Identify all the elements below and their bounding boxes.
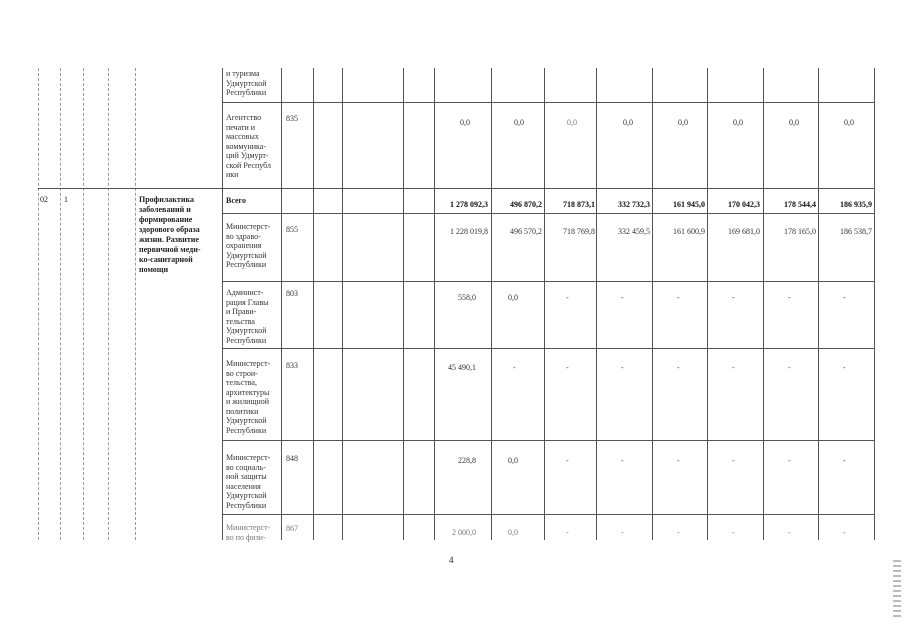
admin-row-value: - (788, 293, 791, 302)
sport-row-code: 867 (286, 524, 298, 533)
agency-line: архитектуры (226, 387, 270, 397)
sport-row-value: - (566, 528, 569, 537)
agency-line: ики (226, 170, 239, 179)
construction-row-value: 45 490,1 (448, 363, 476, 372)
program-col1: 02 (40, 195, 48, 204)
agency-line: Админист- (226, 288, 264, 297)
total-row-value: 178 544,4 (784, 200, 816, 209)
sport-row-value: - (788, 528, 791, 537)
agency-line: тельства (226, 316, 255, 326)
health-row-value: 1 228 019,8 (450, 227, 488, 236)
grid-hline (38, 188, 874, 189)
total-row-value: 718 873,1 (563, 200, 595, 209)
sport-row-value: - (732, 528, 735, 537)
health-row-value: 332 459,5 (618, 227, 650, 236)
agency-line: Министерст- (226, 222, 271, 231)
agency-line: Агентство (226, 113, 262, 122)
program-title-line: ко-санитарной (139, 255, 193, 264)
total-row-value: 170 042,3 (728, 200, 760, 209)
agency-line: Удмуртской (226, 416, 267, 425)
agency-line: коммуника- (226, 141, 266, 151)
construction-row-value: - (788, 363, 791, 372)
press-row-value: 0,0 (844, 118, 854, 127)
press-row-value: 0,0 (623, 118, 633, 127)
program-title-line: формирование (139, 215, 193, 224)
agency-line: населения (226, 481, 261, 491)
construction-row-value: - (732, 363, 735, 372)
agency-line: Удмуртской (226, 78, 267, 88)
sport-row-value: 0,0 (508, 528, 518, 537)
total-row-label: Всего (226, 196, 246, 205)
social-row-value: - (732, 456, 735, 465)
grid-vline (222, 68, 223, 540)
agency-line: во по физи- (226, 532, 266, 542)
construction-row-value: - (621, 363, 624, 372)
sport-row-value: - (677, 528, 680, 537)
agency-line: Удмуртской (226, 250, 267, 260)
agency-line: ной защиты (226, 472, 267, 481)
grid-vline (342, 68, 343, 540)
grid-vline (544, 68, 545, 540)
agency-line: Удмуртской (226, 491, 267, 500)
agency-line: Республики (226, 88, 267, 97)
sport-row-value: - (843, 528, 846, 537)
total-row-value: 161 945,0 (673, 200, 705, 209)
admin-row-agency (226, 288, 282, 345)
grid-hline (222, 440, 874, 441)
grid-vline (135, 68, 136, 540)
grid-vline (652, 68, 653, 540)
agency-line: и жилищной (226, 397, 270, 406)
total-row-value: 1 278 092,3 (450, 200, 488, 209)
sport-row-agency (226, 523, 282, 542)
agency-line: ций Удмурт- (226, 151, 269, 160)
grid-vline (818, 68, 819, 540)
press-row-code: 835 (286, 114, 298, 123)
grid-hline (222, 348, 874, 349)
grid-vline (313, 68, 314, 540)
social-row-value: 228,8 (458, 456, 476, 465)
agency-line: во социаль- (226, 462, 266, 472)
program-title-line: заболеваний и (139, 205, 191, 214)
construction-row-code: 833 (286, 361, 298, 370)
health-row-code: 855 (286, 225, 298, 234)
social-row-agency (226, 453, 282, 510)
grid-vline (596, 68, 597, 540)
social-row-value: - (843, 456, 846, 465)
grid-vline (491, 68, 492, 540)
scan-artifact (893, 560, 901, 620)
social-row-value: - (566, 456, 569, 465)
agency-line: охранения (226, 241, 262, 250)
agency-line: и Прави- (226, 307, 257, 316)
construction-row-value: - (566, 363, 569, 372)
admin-row-value: - (566, 293, 569, 302)
agency-line: Удмуртской (226, 326, 267, 335)
agency-line: Республики (226, 500, 267, 510)
social-row-value: - (677, 456, 680, 465)
admin-row-code: 803 (286, 289, 298, 298)
admin-row-value: - (732, 293, 735, 302)
agency-line: тельства, (226, 378, 257, 387)
health-row-agency (226, 222, 282, 270)
grid-vline (403, 68, 404, 540)
agency-line: массовых (226, 132, 259, 141)
health-row-value: 161 600,9 (673, 227, 705, 236)
construction-row-value: - (677, 363, 680, 372)
agency-line: во здраво- (226, 231, 261, 241)
agency-line: и туризма (226, 69, 260, 78)
construction-row-value: - (843, 363, 846, 372)
grid-vline (60, 68, 61, 540)
grid-vline (108, 68, 109, 540)
grid-vline (707, 68, 708, 540)
health-row-value: 169 681,0 (728, 227, 760, 236)
admin-row-value: - (621, 293, 624, 302)
health-row-value: 496 570,2 (510, 227, 542, 236)
sport-row-value: - (621, 528, 624, 537)
program-title-line: первичной меди- (139, 245, 201, 254)
total-row-value: 496 870,2 (510, 200, 542, 209)
admin-row-value: - (677, 293, 680, 302)
social-row-value: - (788, 456, 791, 465)
admin-row-value: 0,0 (508, 293, 518, 302)
total-row-value: 332 732,3 (618, 200, 650, 209)
press-row-value: 0,0 (678, 118, 688, 127)
program-title-line: Профилактика (139, 195, 194, 204)
agency-line: ской Республ (226, 160, 271, 170)
grid-vline (38, 68, 39, 540)
grid-hline (222, 281, 874, 282)
agency-line: Республики (226, 260, 267, 269)
grid-vline (763, 68, 764, 540)
health-row-value: 186 538,7 (840, 227, 872, 236)
admin-row-value: - (843, 293, 846, 302)
grid-hline (222, 213, 874, 214)
health-row-value: 718 769,8 (563, 227, 595, 236)
press-row-value: 0,0 (514, 118, 524, 127)
program-title-line: помощи (139, 265, 169, 274)
top-row-agency (226, 69, 282, 98)
admin-row-value: 558,0 (458, 293, 476, 302)
agency-line: Республики (226, 425, 267, 435)
grid-hline (222, 102, 874, 103)
construction-row-agency (226, 359, 282, 435)
agency-line: Министерст- (226, 359, 271, 368)
social-row-value: - (621, 456, 624, 465)
construction-row-value: - (513, 363, 516, 372)
social-row-code: 848 (286, 454, 298, 463)
program-title (139, 195, 200, 275)
press-row-value: 0,0 (567, 118, 577, 127)
agency-line: Министерст- (226, 453, 271, 462)
agency-line: печати и (226, 122, 256, 132)
press-row-agency (226, 113, 282, 180)
press-row-value: 0,0 (789, 118, 799, 127)
press-row-value: 0,0 (460, 118, 470, 127)
page-number: 4 (449, 555, 454, 565)
health-row-value: 178 165,0 (784, 227, 816, 236)
agency-line: рация Главы (226, 297, 269, 307)
program-title-line: здорового образа (139, 225, 200, 234)
agency-line: Министерст- (226, 523, 271, 532)
total-row-value: 186 935,9 (840, 200, 872, 209)
grid-hline (222, 514, 874, 515)
grid-vline (434, 68, 435, 540)
program-col2: 1 (64, 195, 68, 204)
agency-line: Республики (226, 335, 267, 345)
grid-vline (874, 68, 875, 540)
agency-line: политики (226, 406, 259, 416)
sport-row-value: 2 000,0 (452, 528, 476, 537)
social-row-value: 0,0 (508, 456, 518, 465)
grid-vline (83, 68, 84, 540)
agency-line: во строи- (226, 368, 258, 378)
program-title-line: жизни. Развитие (139, 235, 199, 244)
press-row-value: 0,0 (733, 118, 743, 127)
